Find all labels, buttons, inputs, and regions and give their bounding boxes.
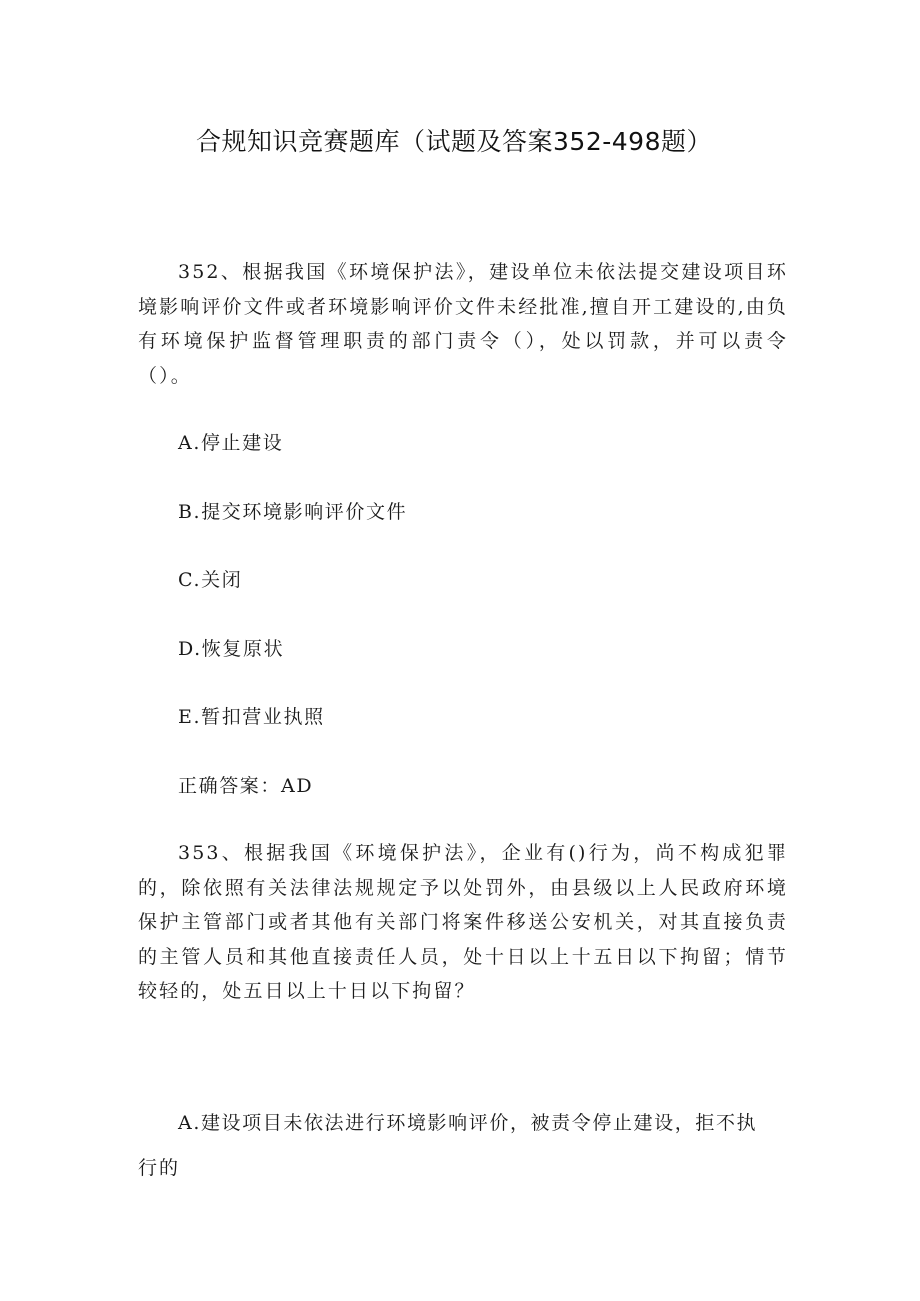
question-352-option-e: E.暂扣营业执照: [178, 706, 325, 728]
question-352-answer: 正确答案：AD: [178, 775, 314, 797]
question-352-option-d: D.恢复原状: [178, 638, 285, 660]
document-title: 合规知识竞赛题库（试题及答案352-498题）: [196, 127, 712, 156]
question-352-option-a: A.停止建设: [178, 432, 284, 454]
question-353-stem: 353、根据我国《环境保护法》，企业有()行为，尚不构成犯罪的，除依照有关法律法规规定予以处罚外，由县级以上人民政府环境保护主管部门或者其他有关部门将案件移送公安机关，对其直接负责的主管人员和其他直接责任人员，处十日以上十五日以下拘留；情节较轻的，处五日以上十日以下拘留？: [138, 842, 788, 1002]
question-353-option-a: A.建设项目未依法进行环境影响评价，被责令停止建设，拒不执: [178, 1112, 758, 1134]
question-353-option-a-continued: 行的: [138, 1157, 181, 1179]
question-352-stem: 352、根据我国《环境保护法》，建设单位未依法提交建设项目环境影响评价文件或者环境影响评价文件未经批准,擅自开工建设的,由负有环境保护监督管理职责的部门责令（），处以罚款，并可以责令（）。: [138, 261, 788, 387]
question-352-option-c: C.关闭: [178, 569, 243, 591]
question-352-option-b: B.提交环境影响评价文件: [178, 501, 408, 523]
